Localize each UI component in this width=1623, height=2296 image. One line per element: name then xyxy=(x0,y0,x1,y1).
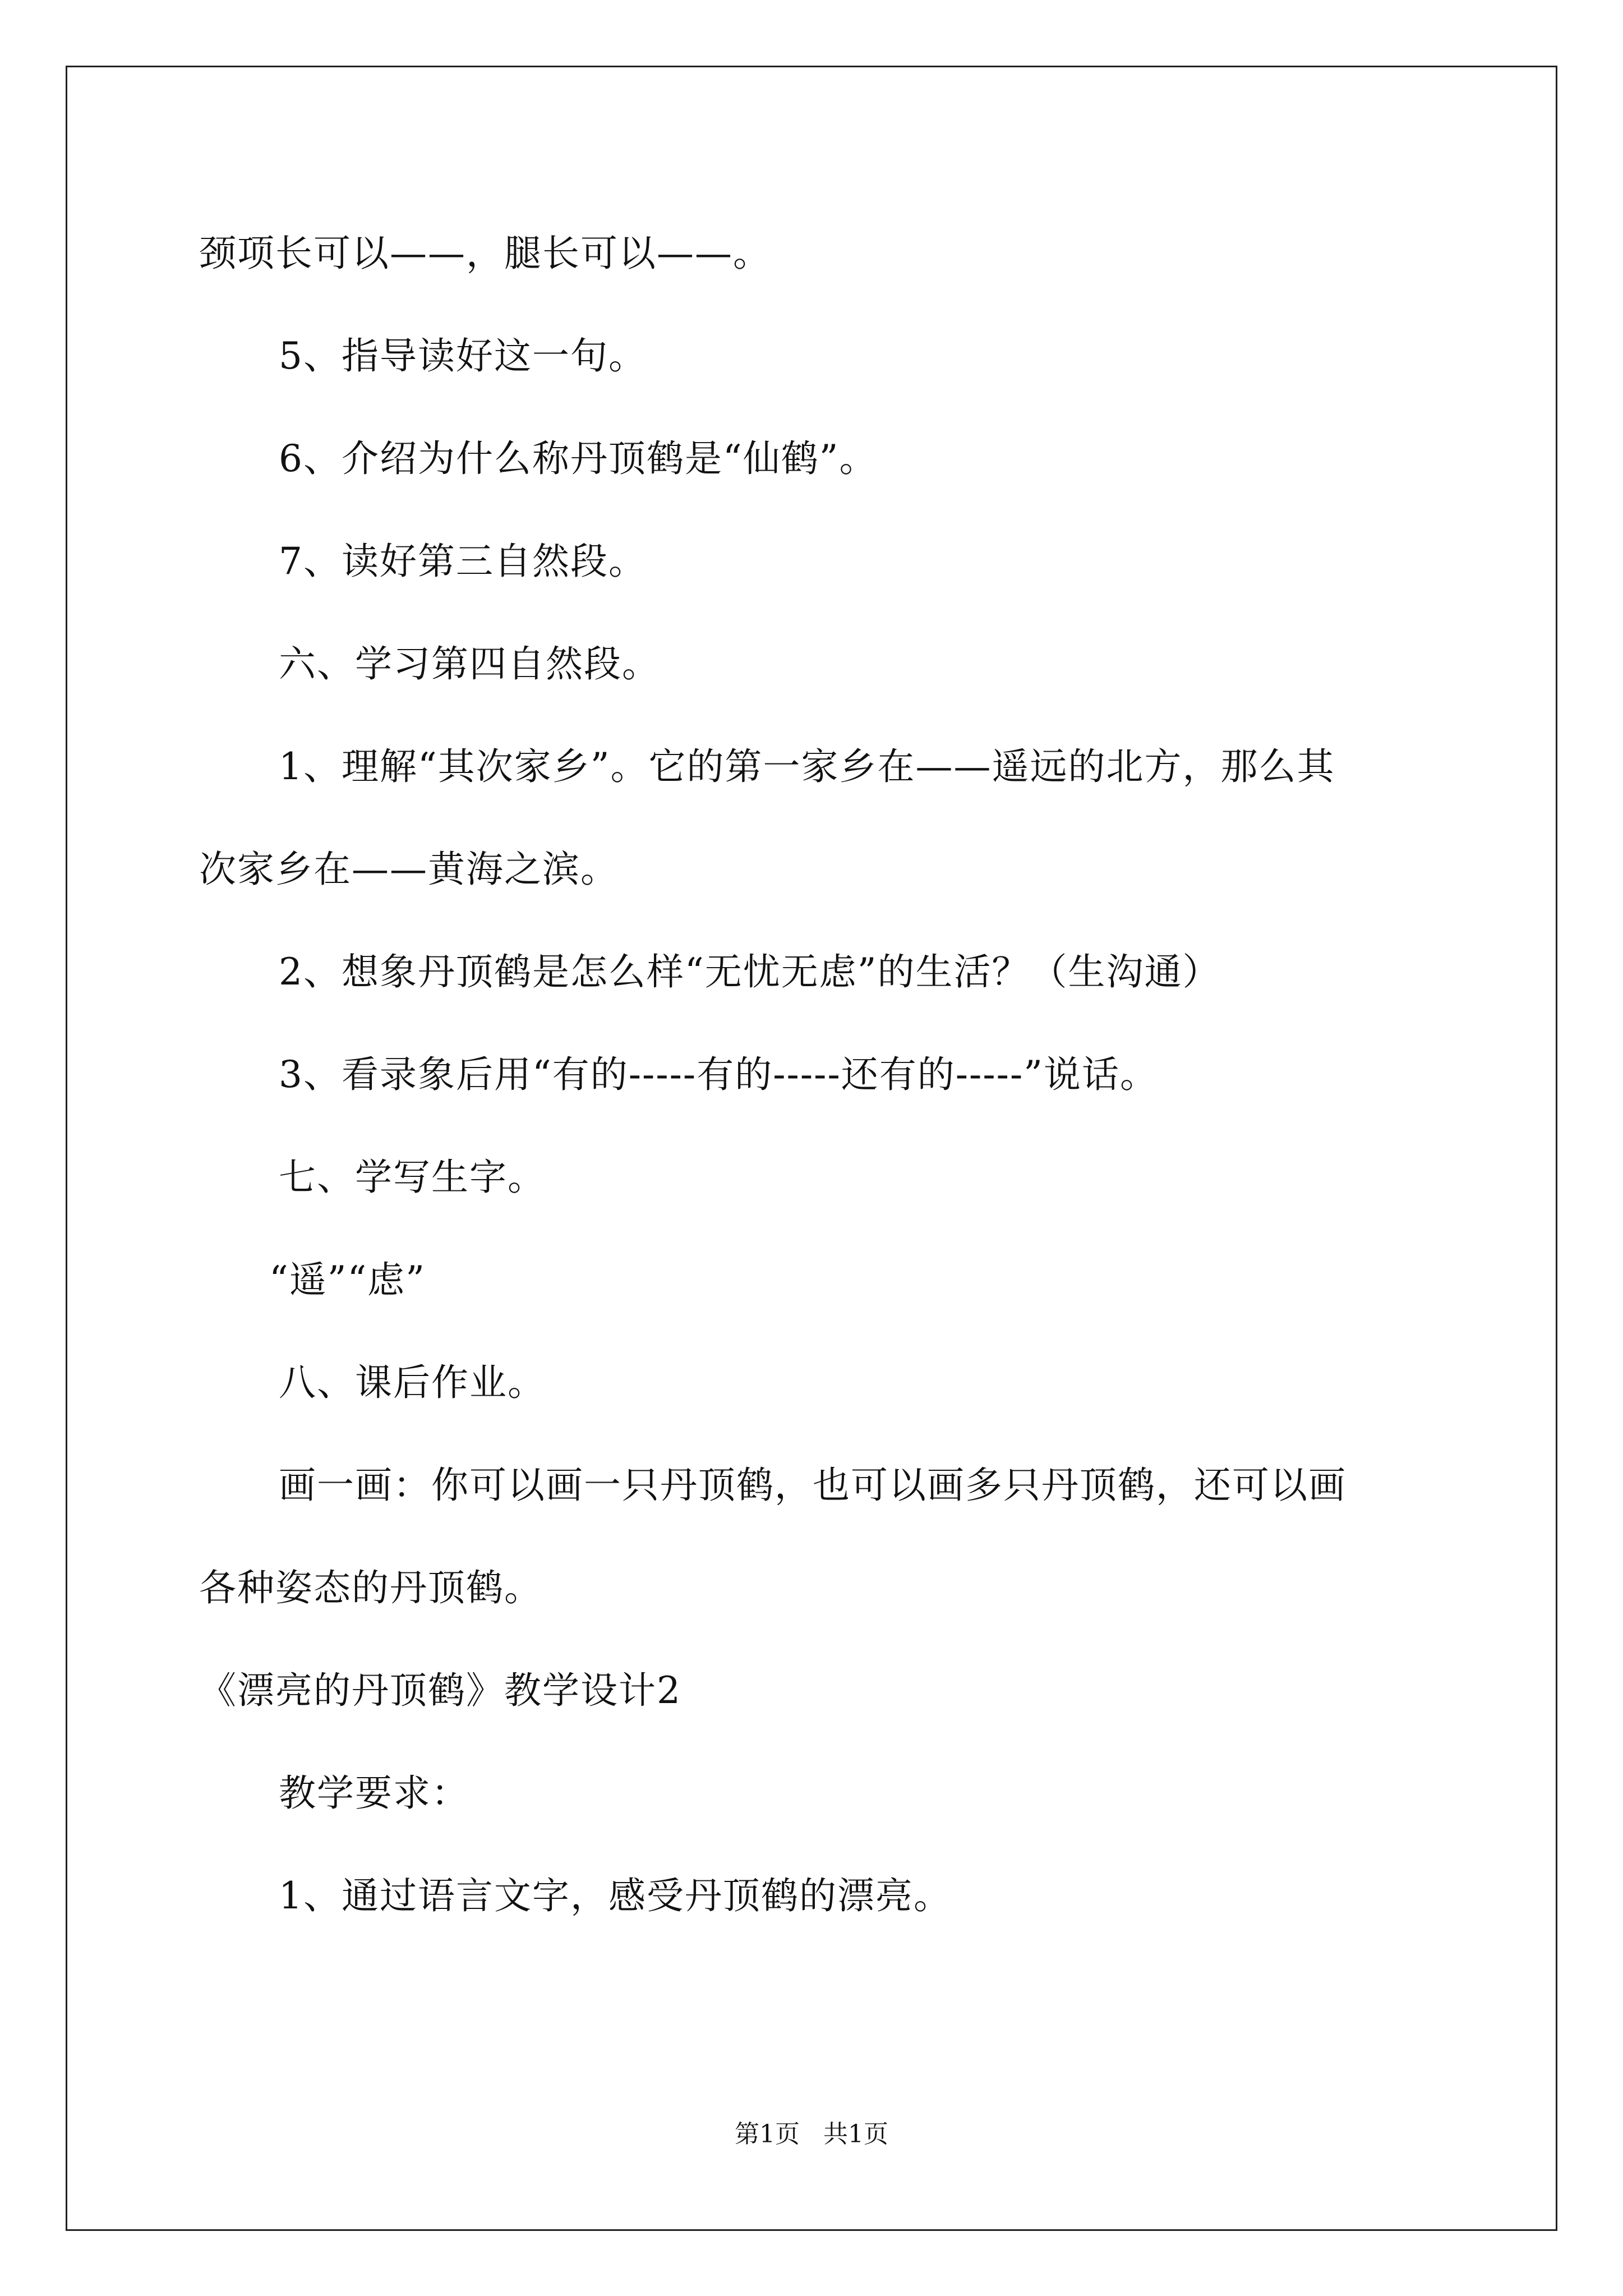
text-line-9: 3、看录象后用“有的-----有的-----还有的-----”说话。 xyxy=(279,1053,1158,1096)
text-line-3: 6、介绍为什么称丹顶鹤是“仙鹤”。 xyxy=(279,437,878,480)
total-pages-label: 共1页 xyxy=(823,2120,888,2148)
text-line-8: 2、想象丹顶鹤是怎么样“无忧无虑”的生活？（生沟通） xyxy=(279,950,1221,993)
document-subtitle: 《漂亮的丹顶鹤》教学设计2 xyxy=(199,1669,681,1712)
text-line-17: 1、通过语言文字，感受丹顶鹤的漂亮。 xyxy=(279,1874,952,1917)
text-line-6: 1、理解“其次家乡”。它的第一家乡在——遥远的北方，那么其 xyxy=(279,745,1335,788)
current-page-label: 第1页 xyxy=(735,2120,800,2148)
text-line-14: 各种姿态的丹顶鹤。 xyxy=(199,1566,542,1609)
text-line-1: 颈项长可以——，腿长可以——。 xyxy=(199,232,771,275)
section-heading-7: 七、学写生字。 xyxy=(279,1156,546,1199)
text-line-13: 画一画：你可以画一只丹顶鹤，也可以画多只丹顶鹤，还可以画 xyxy=(279,1464,1347,1507)
text-line-4: 7、读好第三自然段。 xyxy=(279,540,647,583)
section-heading-8: 八、课后作业。 xyxy=(279,1361,546,1404)
text-line-2: 5、指导读好这一句。 xyxy=(279,334,647,378)
text-line-11: “遥”“虑” xyxy=(269,1258,426,1301)
text-line-7: 次家乡在——黄海之滨。 xyxy=(199,848,619,891)
page-footer xyxy=(0,2118,1623,2151)
section-heading-6: 六、学习第四自然段。 xyxy=(279,642,660,685)
text-line-16: 教学要求： xyxy=(279,1772,469,1815)
